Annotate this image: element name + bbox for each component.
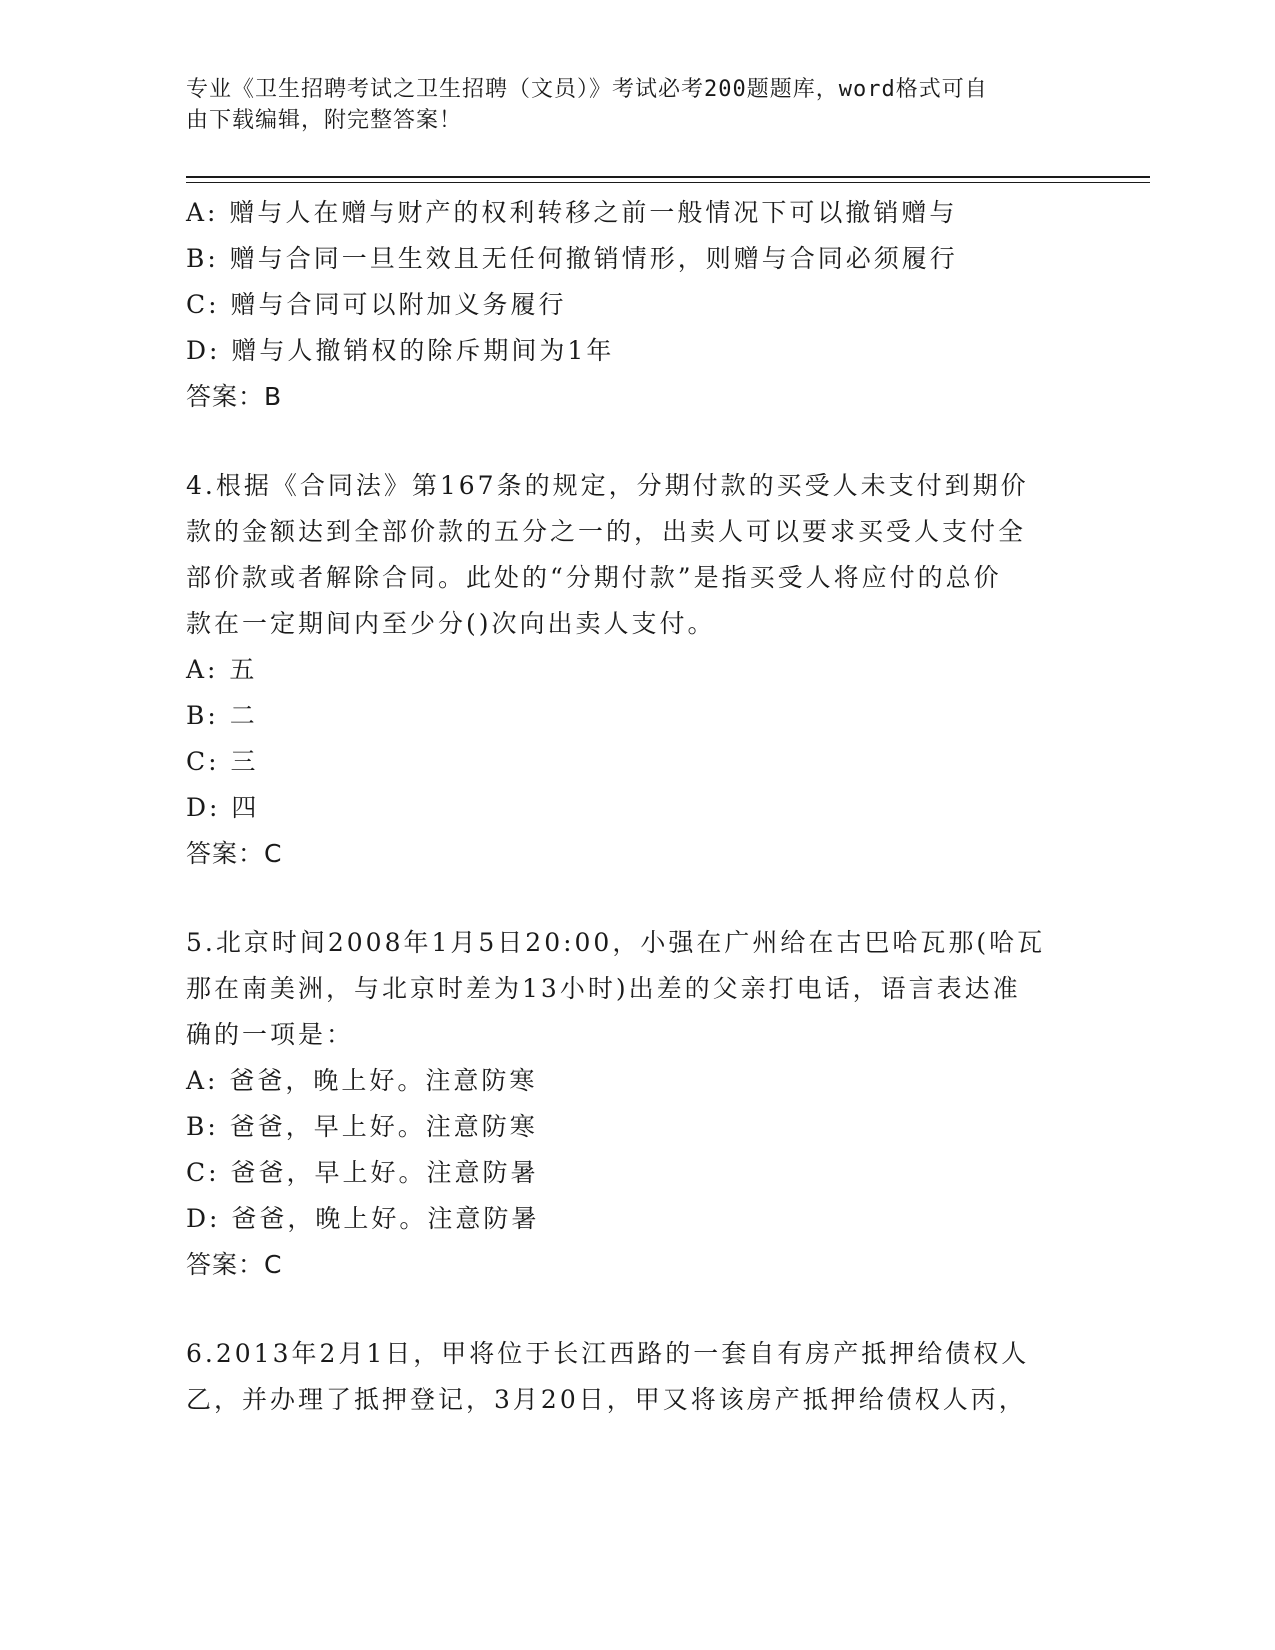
question-stem-line: 款的金额达到全部价款的五分之一的，出卖人可以要求买受人支付全 [186,517,1027,546]
option-c: C: 赠与合同可以附加义务履行 [186,290,567,319]
option-b: B: 爸爸，早上好。注意防寒 [186,1112,538,1141]
option-c: C: 三 [186,747,259,776]
option-b: B: 赠与合同一旦生效且无任何撤销情形，则赠与合同必须履行 [186,244,958,273]
header-line: 专业《卫生招聘考试之卫生招聘（文员）》考试必考200题题库，word格式可自 [186,77,988,102]
header-line: 由下载编辑，附完整答案！ [186,108,463,133]
header-rule [186,176,1150,178]
question-3 [186,190,1086,420]
answer: 答案：C [186,1250,283,1279]
question-stem-line: 6.2013年2月1日，甲将位于长江西路的一套自有房产抵押给债权人 [186,1339,1030,1368]
option-d: D: 赠与人撤销权的除斥期间为1年 [186,336,615,365]
option-a: A: 赠与人在赠与财产的权利转移之前一般情况下可以撤销赠与 [186,198,958,227]
question-stem-line: 5.北京时间2008年1月5日20:00，小强在广州给在古巴哈瓦那(哈瓦 [186,928,1046,957]
option-d: D: 爸爸，晚上好。注意防暑 [186,1204,540,1233]
answer: 答案：B [186,382,283,411]
question-stem-line: 确的一项是： [186,1020,355,1049]
question-5 [186,920,1086,1288]
question-4 [186,463,1086,877]
answer: 答案：C [186,839,283,868]
question-stem-line: 乙，并办理了抵押登记，3月20日，甲又将该房产抵押给债权人丙， [186,1385,1027,1414]
document-header [186,74,1066,136]
option-c: C: 爸爸，早上好。注意防暑 [186,1158,539,1187]
question-stem-line: 部价款或者解除合同。此处的“分期付款”是指买受人将应付的总价 [186,563,1002,592]
question-stem-line: 4.根据《合同法》第167条的规定，分期付款的买受人未支付到期价 [186,471,1029,500]
option-b: B: 二 [186,701,258,730]
option-a: A: 五 [186,655,258,684]
question-6 [186,1331,1086,1423]
question-stem-line: 款在一定期间内至少分()次向出卖人支付。 [186,609,716,638]
header-rule-thin [186,182,1150,183]
question-list [186,190,1086,1423]
option-a: A: 爸爸，晚上好。注意防寒 [186,1066,538,1095]
question-stem-line: 那在南美洲，与北京时差为13小时)出差的父亲打电话，语言表达准 [186,974,1021,1003]
option-d: D: 四 [186,793,260,822]
